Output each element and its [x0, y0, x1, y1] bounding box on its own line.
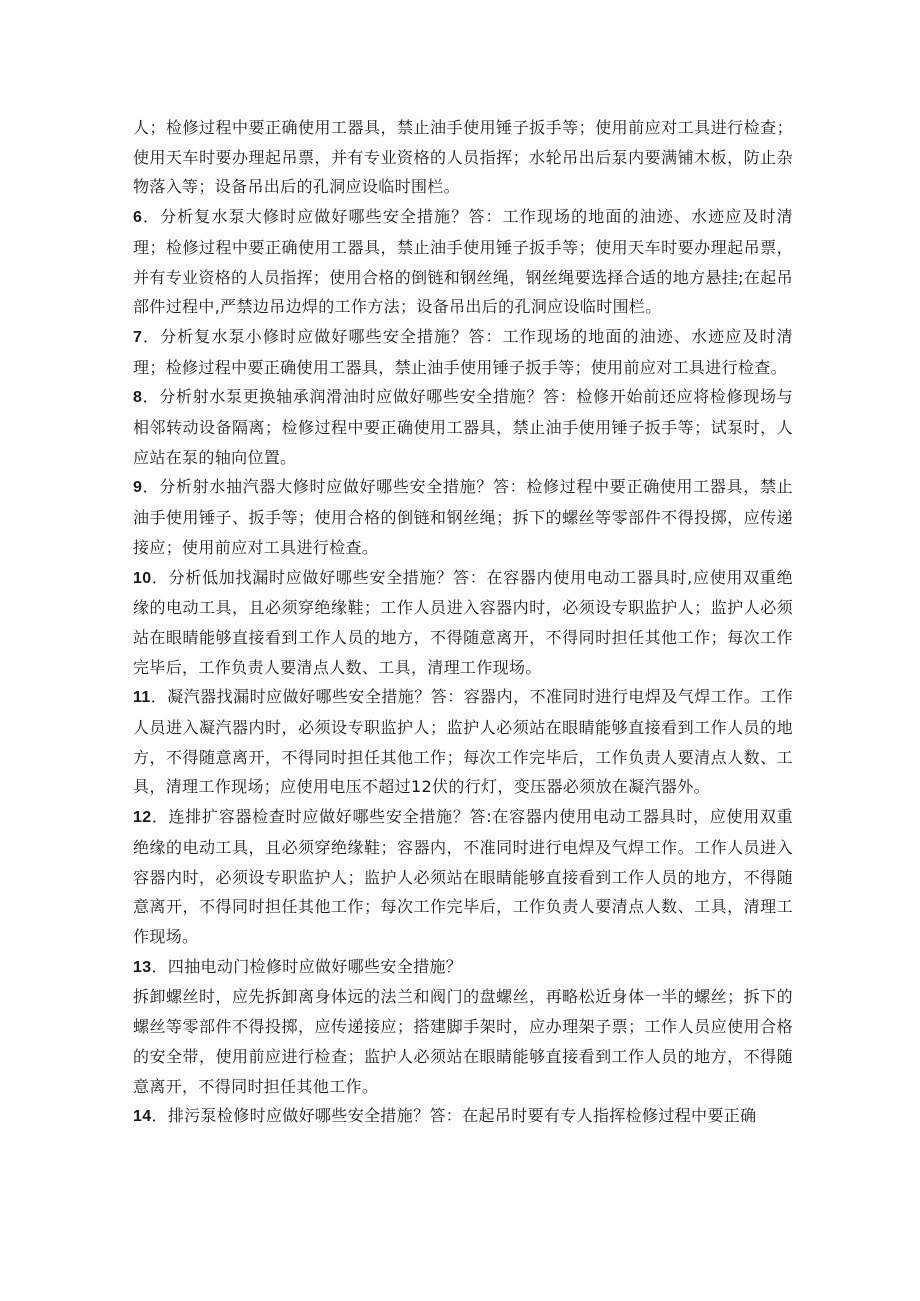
question-11	[133, 682, 793, 802]
question-8	[133, 382, 793, 472]
question-10	[133, 563, 793, 683]
question-text: ．凝汽器找漏时应做好哪些安全措施？答：容器内，不准同时进行电焊及气焊工作。工作人员进入凝汽器内时，必须设专职监护人；监护人必须站在眼睛能够直接看到工作人员的地方，不得随意离开，不得同时担任其他工作；每次工作完毕后，工作负责人要清点人数、工具，清理工作现场；应使用电压不超过12伏的行灯，变压器必须放在凝汽器外。	[133, 687, 793, 797]
question-7	[133, 322, 793, 382]
question-number: 6	[133, 209, 143, 227]
question-text: ．分析复水泵大修时应做好哪些安全措施？答：工作现场的地面的油迹、水迹应及时清理；检修过程中要正确使用工器具，禁止油手使用锤子扳手等；使用天车时要办理起吊票，并有专业资格的人员指挥；使用合格的倒链和钢丝绳，钢丝绳要选择合适的地方悬挂;在起吊部件过程中,严禁边吊边焊的工作方法；设备吊出后的孔洞应设临时围栏。	[133, 207, 793, 317]
question-text: ．分析复水泵小修时应做好哪些安全措施？答：工作现场的地面的油迹、水迹应及时清理；检修过程中要正确使用工器具，禁止油手使用锤子扳手等；使用前应对工具进行检查。	[133, 326, 793, 377]
question-12	[133, 802, 793, 952]
question-number: 8	[133, 389, 143, 407]
question-number: 12	[133, 809, 152, 827]
document-body	[133, 113, 793, 1132]
paragraph-text: 人；检修过程中要正确使用工器具，禁止油手使用锤子扳手等；使用前应对工具进行检查；使用天车时要办理起吊票，并有专业资格的人员指挥；水轮吊出后泵内要满铺木板，防止杂物落入等；设备吊出后的孔洞应设临时围栏。	[133, 118, 793, 197]
question-text: ．四抽电动门检修时应做好哪些安全措施？	[151, 956, 463, 976]
question-9	[133, 472, 793, 562]
question-number: 9	[133, 479, 143, 497]
question-13	[133, 952, 793, 983]
question-text: ．连排扩容器检查时应做好哪些安全措施？答:在容器内使用电动工器具时，应使用双重绝缘的电动工具，且必须穿绝缘鞋；容器内，不准同时进行电焊及气焊工作。工作人员进入容器内时，必须设专职监护人；监护人必须站在眼睛能够直接看到工作人员的地方，不得随意离开，不得同时担任其他工作；每次工作完毕后，工作负责人要清点人数、工具，清理工作现场。	[133, 807, 793, 946]
question-text: ．排污泵检修时应做好哪些安全措施？答：在起吊时要有专人指挥检修过程中要正确	[151, 1106, 757, 1126]
question-14	[133, 1101, 793, 1132]
question-number: 10	[133, 569, 152, 587]
question-6	[133, 202, 793, 322]
question-text: ．分析射水泵更换轴承润滑油时应做好哪些安全措施？答：检修开始前还应将检修现场与相邻转动设备隔离；检修过程中要正确使用工器具，禁止油手使用锤子扳手等；试泵时，人应站在泵的轴向位置。	[133, 387, 793, 467]
answer-text: 拆卸螺丝时，应先拆卸离身体远的法兰和阀门的盘螺丝，再略松近身体一半的螺丝；拆下的螺丝等零部件不得投掷，应传递接应；搭建脚手架时，应办理架子票；工作人员应使用合格的安全带，使用前应进行检查；监护人必须站在眼睛能够直接看到工作人员的地方，不得随意离开，不得同时担任其他工作。	[133, 987, 793, 1096]
question-number: 14	[133, 1108, 152, 1126]
question-number: 7	[133, 328, 143, 346]
answer-13	[133, 982, 793, 1101]
question-number: 13	[133, 958, 152, 976]
paragraph-continuation	[133, 113, 793, 202]
question-text: ．分析低加找漏时应做好哪些安全措施？答：在容器内使用电动工器具时,应使用双重绝缘的电动工具，且必须穿绝缘鞋；工作人员进入容器内时，必须设专职监护人；监护人必须站在眼睛能够直接看到工作人员的地方，不得随意离开，不得同时担任其他工作；每次工作完毕后，工作负责人要清点人数、工具，清理工作现场。	[133, 567, 793, 677]
question-number: 11	[133, 689, 151, 707]
question-text: ．分析射水抽汽器大修时应做好哪些安全措施？答：检修过程中要正确使用工器具，禁止油手使用锤子、扳手等；使用合格的倒链和钢丝绳；拆下的螺丝等零部件不得投掷，应传递接应；使用前应对工具进行检查。	[133, 477, 793, 557]
